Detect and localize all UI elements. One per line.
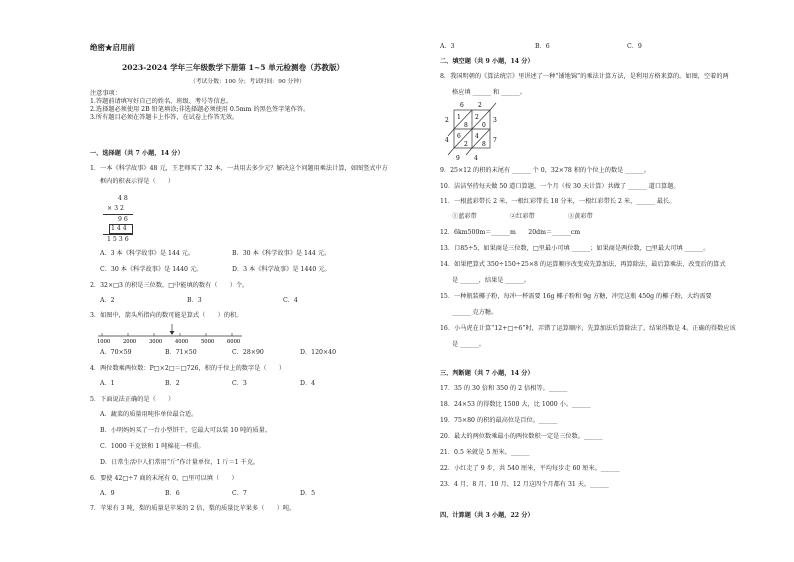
- choice-yellow-ribbon: ③黄彩带: [568, 213, 593, 220]
- question-10: 10．洁洁坚持每天做 50 道口算题，一个月（按 30 天计算）共做了 ______ 道口算题。: [440, 183, 680, 190]
- question-15: ______ 克方糖。: [452, 309, 498, 316]
- lattice-grid: [444, 100, 500, 162]
- exam-subtitle: （考试分数：100 分；考试时间：90 分钟）: [190, 79, 305, 85]
- option-d[interactable]: D．3 本《科学故事》是 1440 元。: [232, 266, 331, 273]
- tick-label: 3000: [149, 339, 163, 344]
- option-a[interactable]: A．2: [100, 297, 115, 304]
- option-c[interactable]: C．9: [627, 43, 642, 50]
- option-b[interactable]: B．6: [535, 43, 550, 50]
- option-a[interactable]: A．70×59: [100, 349, 132, 356]
- option-a[interactable]: A．3 本《科学故事》是 144 元。: [100, 250, 195, 257]
- option-c[interactable]: C．30 本《科学故事》是 1440 元。: [100, 266, 203, 273]
- calc-product: 1 5 3 6: [107, 236, 129, 243]
- tick-label: 1000: [97, 339, 111, 344]
- calc-factor: × 3 2: [107, 205, 124, 212]
- choice-blue-ribbon: ①蓝彩带: [452, 213, 477, 220]
- calc-line: [103, 214, 133, 215]
- question-14: 是 ______，结果是 ______。: [452, 277, 531, 284]
- judgment-item: 18．24×53 的得数比 1500 大，比 1000 小。______: [440, 401, 591, 408]
- tick-label: 2000: [123, 339, 137, 344]
- grid-cell-digit: 1: [457, 114, 461, 121]
- calc-line: [103, 234, 133, 235]
- question-3-stem: 3．如图中，箭头所指向的数可能是算式（ ）的积。: [90, 312, 243, 319]
- question-15: 15．一种瓶装椰子粉，每冲一杯需要 16g 椰子粉和 9g 方糖，冲完这瓶 450g 的椰子粉，大约需要: [440, 293, 712, 300]
- option-b[interactable]: B．小明妈妈买了一台小型饼干，它最大可以装 10 吨的质量。: [100, 427, 272, 434]
- section-heading: 三、判断题（共 7 小题，14 分）: [440, 370, 534, 377]
- grid-left-digit: 2: [445, 117, 449, 124]
- option-d[interactable]: D．5: [300, 490, 316, 497]
- question-9: 9．25×12 的积的末尾有 ______ 个 0，32×78 积的个位上的数是 ______。: [440, 167, 651, 174]
- grid-top-digit: 6: [460, 102, 464, 109]
- grid-cell-digit: 8: [464, 122, 468, 129]
- grid-cell-digit: 4: [475, 133, 479, 140]
- option-b[interactable]: B．2: [165, 380, 180, 387]
- option-d[interactable]: D．120×40: [300, 349, 337, 356]
- question-4-stem: 4．两位数乘两位数：P□×2□＝□726，积的千位上的数字是（ ）: [90, 365, 286, 372]
- arrow-head-icon: [170, 331, 175, 335]
- note-item: 1.答题前请填写好自己的姓名、班级、考号等信息。: [90, 98, 233, 105]
- tick-label: 4000: [175, 339, 189, 344]
- judgment-item: 23．4 月、8 月、10 月、12 月这四个月都有 31 天。______: [440, 481, 609, 488]
- question-2-stem: 2．32×□3 的积是三位数，□中能填的数有（ ）个。: [90, 282, 249, 289]
- option-c[interactable]: C．1000 千克铁和 1 吨棉花一样重。: [100, 443, 205, 450]
- option-c[interactable]: C．28×90: [232, 349, 264, 356]
- question-8-stem: 8．我国明朝的《算法统宗》里讲述了一种“铺地锦”的乘法计算方法，是利用方格来算的。如图，空着的两: [440, 73, 729, 80]
- option-b[interactable]: B．71×50: [165, 349, 197, 356]
- note-item: 3.所有题目必须在答题卡上作答，在试卷上作答无效。: [90, 114, 239, 121]
- grid-cell-digit: 6: [457, 133, 461, 140]
- option-a[interactable]: A．9: [100, 490, 115, 497]
- note-item: 2.选择题必须使用 2B 铅笔填涂;非选择题必须使用 0.5mm 的黑色签字笔作答。: [90, 106, 310, 113]
- option-c[interactable]: C．4: [283, 297, 298, 304]
- number-line: [96, 322, 246, 344]
- section-heading: 四、计算题（共 3 小题，22 分）: [440, 512, 534, 519]
- judgment-item: 21．0.5 米就是 5 厘米。______: [440, 449, 530, 456]
- question-7-stem: 7．苹果有 3 吨，梨的质量是苹果的 2 倍，梨的质量比苹果多（ ）吨。: [90, 505, 296, 512]
- calc-partial: 9 6: [118, 216, 128, 223]
- option-b[interactable]: B．3: [187, 297, 202, 304]
- option-c[interactable]: C．7: [232, 490, 247, 497]
- calc-factor: 4 8: [118, 195, 128, 202]
- grid-cell-digit: 2: [475, 114, 479, 121]
- grid-bottom-digit: 4: [474, 155, 478, 162]
- question-8-stem: 格应填 ______ 和 ______。: [452, 89, 526, 96]
- grid-right-digit: 3: [493, 117, 497, 124]
- question-14: 14．如果把算式 350÷150÷25×8 的运算顺序改变成先算加法，再算除法，最后算乘法，改变后的算式: [440, 261, 726, 268]
- option-b[interactable]: B．30 本《科学故事》是 144 元。: [232, 250, 331, 257]
- grid-bottom-digit: 9: [456, 155, 460, 162]
- option-a[interactable]: A．蔬菜的质量用吨作单位最合适。: [100, 411, 198, 418]
- grid-cell-digit: 0: [482, 122, 486, 129]
- question-1-stem: 框内的积表示得是（ ）: [100, 178, 175, 185]
- tick-label: 6000: [227, 339, 241, 344]
- judgment-item: 20．最大的两位数乘最小的两位数积一定是三位数。______: [440, 433, 603, 440]
- tick-label: 5000: [201, 339, 215, 344]
- question-16: 16．小马虎在计算“12+□÷6”时，弄错了运算顺序，先算加法后算除法了，结果得数是 4。正确的得数应该: [440, 325, 736, 332]
- exam-title: 2023-2024 学年三年级数学下册第 1~5 单元检测卷（苏教版）: [122, 63, 345, 72]
- grid-top-digit: 2: [478, 102, 482, 109]
- option-c[interactable]: C．3: [232, 380, 247, 387]
- section-heading: 二、填空题（共 9 小题，14 分）: [440, 58, 534, 65]
- calc-partial: 1 4 4: [111, 225, 127, 232]
- question-6-stem: 6．要使 42□÷7 商的末尾有 0，□里可以填（ ）: [90, 475, 238, 482]
- judgment-item: 17．35 的 30 倍和 350 的 2 倍相等。______: [440, 385, 568, 392]
- option-d[interactable]: D．日常生活中人们常用“斤”作计量单位，1 斤＝1 千克。: [100, 459, 260, 466]
- question-1-stem: 1．一本《科学故事》48 元，王老师买了 32 本，一共用去多少元？解决这个问题用乘法计算，如图竖式中方: [90, 165, 388, 172]
- grid-cell-digit: 2: [464, 141, 468, 148]
- section-heading: 一、选择题（共 7 小题，14 分）: [90, 150, 184, 157]
- question-13: 13．口85÷5，如果商是三位数，□里最小可填 ______；如果商是两位数，□里最大可填 ______。: [440, 245, 710, 252]
- option-a[interactable]: A．3: [440, 43, 455, 50]
- question-11: 11．一根蓝彩带长 2 米，一根红彩带长 18 分米，一根红彩带长 2 米，______ 最长。: [440, 198, 676, 205]
- judgment-item: 22．小红走了 9 步，共 540 厘米，平均每步走 60 厘米。______: [440, 465, 620, 472]
- option-d[interactable]: D．4: [300, 380, 316, 387]
- judgment-item: 19．75×80 的积的最高位是百位。______: [440, 417, 558, 424]
- option-b[interactable]: B．6: [165, 490, 180, 497]
- confidential-mark: 绝密★启用前: [90, 43, 135, 52]
- question-12: 12．6km500m＝______m 20dm＝______cm: [440, 229, 581, 236]
- choice-red-ribbon: ②红彩带: [510, 213, 535, 220]
- grid-left-digit: 4: [445, 137, 449, 144]
- grid-cell-digit: 8: [482, 141, 486, 148]
- option-a[interactable]: A．1: [100, 380, 115, 387]
- notes-heading: 注意事项：: [90, 90, 121, 97]
- question-5-stem: 5．下面说法正确的是（ ）: [90, 396, 175, 403]
- question-16: 是 ______。: [452, 341, 485, 348]
- grid-right-digit: 7: [493, 137, 497, 144]
